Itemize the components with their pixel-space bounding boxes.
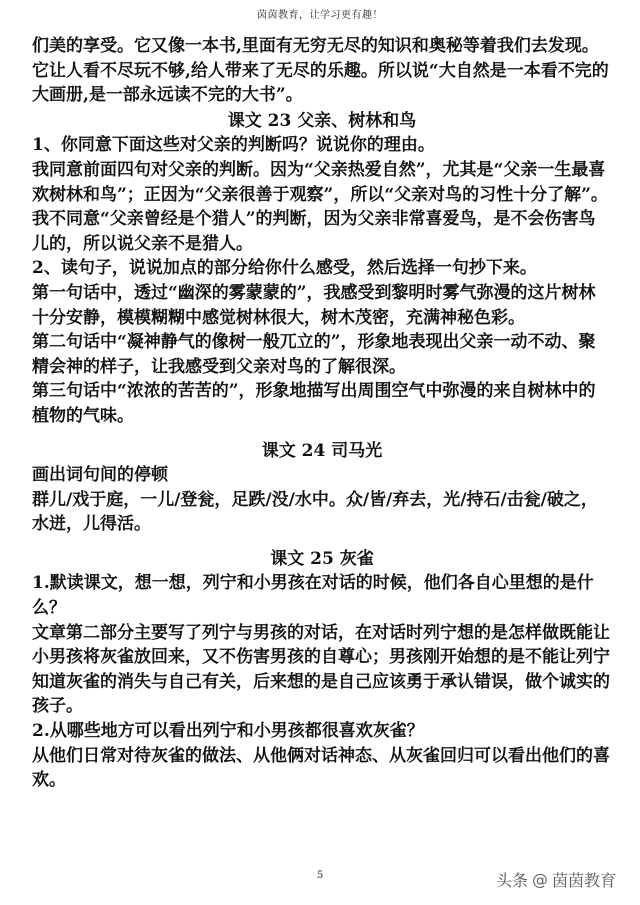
lesson-25-title: 课文 25 灰雀 [270, 548, 374, 569]
lesson-23-answer-1: 我同意前面四句对父亲的判断。因为“父亲热爱自然”，尤其是“父亲一生最喜欢树林和鸟”；正因为“父亲很善于观察”，所以“父亲对鸟的习性十分了解”。我不同意“父亲曾经是个猎人”的判断，因为父亲非常喜爱鸟，是不会伤害鸟儿的，所以说父亲不是猎人。 [32, 159, 608, 254]
watermark [496, 868, 616, 891]
lesson-24-title: 课文 24 司马光 [261, 440, 383, 461]
lesson-23-answer-2-sentence-1: 第一句话中，透过“幽深的雾蒙蒙的”，我感受到黎明时雾气弥漫的这片树林十分安静，模模糊糊中感觉树林很大，树木茂密，充满神秘色彩。 [32, 282, 596, 328]
lesson-25-answer-1: 文章第二部分主要写了列宁与男孩的对话，在对话时列宁想的是怎样做既能让小男孩将灰雀放回来，又不伤害男孩的自尊心；男孩刚开始想的是不能让列宁知道灰雀的消失与自己有关，后来想的是自己应该勇于承认错误，做个诚实的孩子。 [32, 622, 610, 717]
lesson-23-answer-2-sentence-3: 第三句话中“浓浓的苦苦的”，形象地描写出周围空气中弥漫的来自树林中的植物的气味。 [32, 381, 596, 426]
lesson-25-question-2: 2.从哪些地方可以看出列宁和小男孩都很喜欢灰雀？ [32, 721, 424, 742]
page-header: 茵茵教育，让学习更有趣！ [257, 10, 383, 21]
lesson-23-question-1: 1、你同意下面这些对父亲的判断吗？说说你的理由。 [32, 135, 435, 156]
watermark-account: 茵茵教育 [551, 871, 616, 890]
intro-paragraph: 们美的享受。它又像一本书,里面有无穷无尽的知识和奥秘等着我们去发现。它让人看不尽玩不够,给人带来了无尽的乐趣。所以说“大自然是一本看不完的大画册,是一部永远读不完的大书”。 [32, 36, 609, 106]
lesson-23-question-2: 2、读句子，说说加点的部分给你什么感受，然后选择一句抄下来。 [32, 258, 537, 279]
document-body [32, 34, 612, 793]
lesson-25-answer-2: 从他们日常对待灰雀的做法、从他俩对话神态、从灰雀回归可以看出他们的喜欢。 [32, 745, 610, 791]
lesson-23-answer-2-sentence-2: 第二句话中“凝神静气的像树一般兀立的”，形象地表现出父亲一动不动、聚精会神的样子，让我感受到父亲对鸟的了解很深。 [32, 332, 596, 377]
lesson-24-answer: 群儿/戏于庭，一儿/登瓮，足跌/没/水中。众/皆/弃去，光/持石/击瓮/破之，水迸，儿得活。 [32, 489, 598, 535]
page-number: 5 [316, 870, 324, 881]
watermark-at: @ [531, 870, 548, 889]
lesson-23-title: 课文 23 父亲、树林和鸟 [227, 110, 417, 131]
lesson-25-question-1: 1.默读课文，想一想，列宁和小男孩在对话的时候，他们各自心里想的是什么？ [32, 573, 594, 619]
watermark-platform: 头条 [495, 871, 528, 890]
lesson-24-question: 画出词句间的停顿 [32, 465, 168, 486]
